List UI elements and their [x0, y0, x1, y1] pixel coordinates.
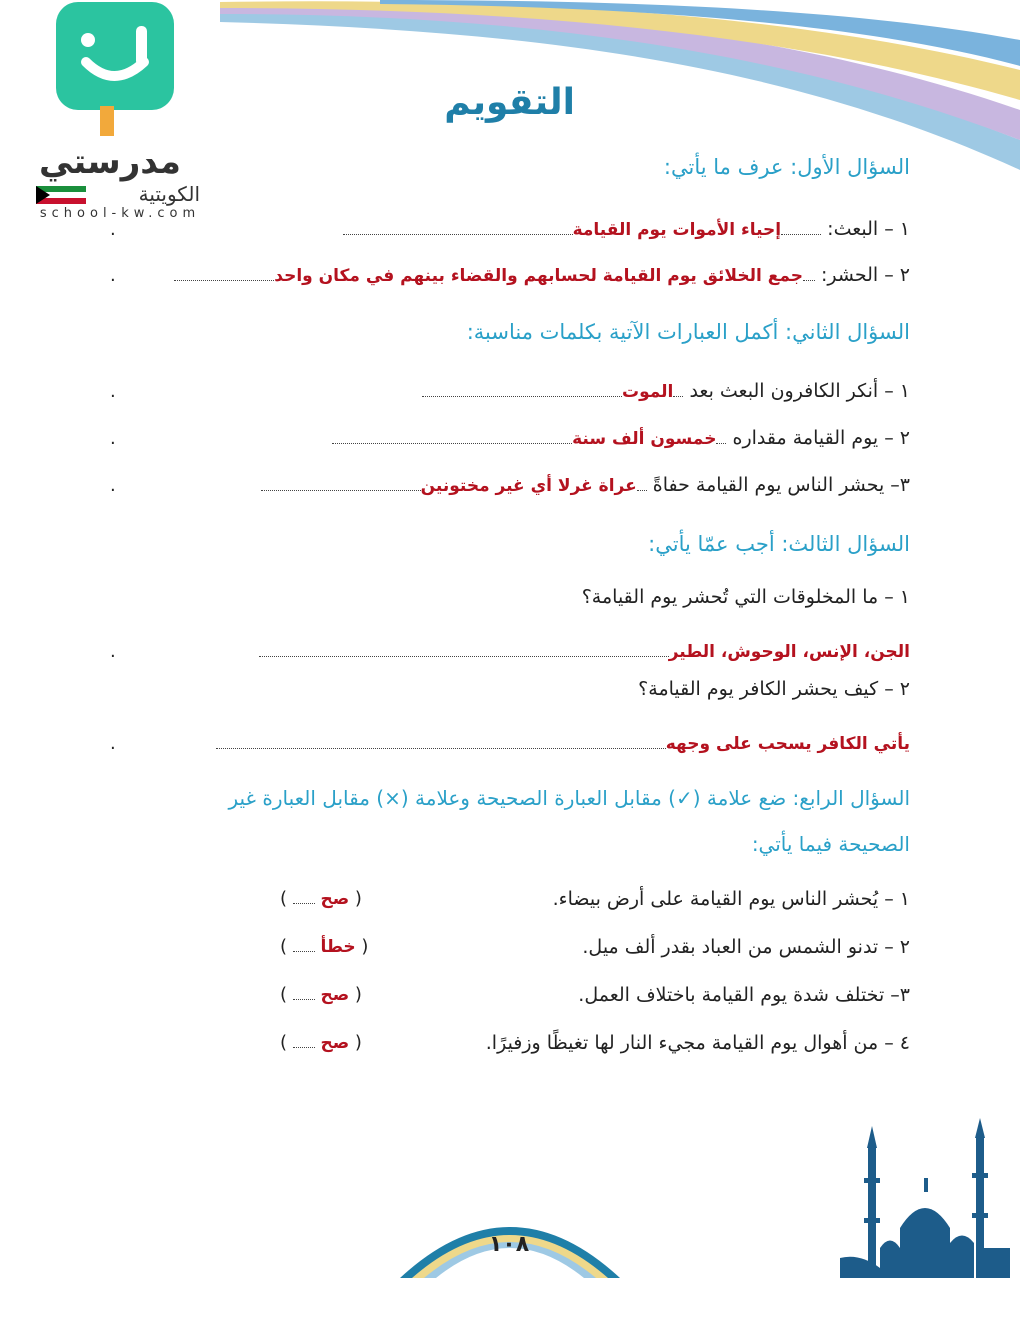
q4-item-1-text: ١ – يُحشر الناس يوم القيامة على أرض بيضاء.	[552, 888, 910, 910]
q4-item-2-answer-box: ( خطأ )	[280, 936, 369, 957]
q3-answer-1: الجن، الإنس، الوحوش، الطير .	[110, 634, 910, 668]
q4-item-3-text: ٣– تختلف شدة يوم القيامة باختلاف العمل.	[578, 984, 910, 1006]
header-swoosh	[220, 0, 1020, 170]
q4-item-1	[280, 888, 910, 910]
q4-item-1-answer-box: ( صح )	[280, 888, 362, 909]
q1-item-1-label: ١ – البعث:	[827, 218, 910, 240]
q2-item-2-label: ٢ – يوم القيامة مقداره	[732, 427, 910, 449]
q3-answer-1-text: الجن، الإنس، الوحوش، الطير	[668, 642, 910, 662]
q1-item-2: ٢ – الحشر: جمع الخلائق يوم القيامة لحسابهم والقضاء بينهم في مكان واحد .	[110, 258, 910, 292]
q3-question-1	[110, 586, 910, 620]
page-title: التقويم	[444, 82, 575, 123]
q4-heading-line2: الصحيحة فيما يأتي:	[751, 832, 910, 856]
q2-item-3-answer: عراة غرلا أي غير مختونين	[420, 476, 637, 496]
q4-item-3-answer-box: ( صح )	[280, 984, 362, 1005]
q3-question-2	[110, 678, 910, 712]
q3-question-1-text: ١ – ما المخلوقات التي تُحشر يوم القيامة؟	[581, 586, 910, 608]
q1-item-2-answer: جمع الخلائق يوم القيامة لحسابهم والقضاء بينهم في مكان واحد	[274, 266, 803, 286]
q3-question-2-text: ٢ – كيف يحشر الكافر يوم القيامة؟	[638, 678, 910, 700]
madrasati-logo-icon	[56, 2, 176, 140]
q4-item-4-text: ٤ – من أهوال يوم القيامة مجيء النار لها تغيظًا وزفيرًا.	[485, 1032, 910, 1054]
kuwait-flag-icon	[36, 186, 86, 204]
q3-answer-2-text: يأتي الكافر يسحب على وجهه	[665, 734, 910, 754]
q2-item-3-label: ٣– يحشر الناس يوم القيامة حفاةً	[652, 474, 910, 496]
q4-item-3-answer: صح	[320, 985, 350, 1005]
q3-heading: السؤال الثالث: أجب عمّا يأتي:	[648, 532, 910, 556]
q1-heading: السؤال الأول: عرف ما يأتي:	[663, 155, 910, 179]
q4-item-2-text: ٢ – تدنو الشمس من العباد بقدر ألف ميل.	[582, 936, 910, 958]
brand-sub: الكويتية	[138, 182, 200, 206]
brand-url: school-kw.com	[39, 206, 201, 221]
q4-item-3	[280, 984, 910, 1006]
q2-item-1-answer: الموت	[622, 382, 674, 402]
q1-item-1: ١ – البعث: إحياء الأموات يوم القيامة .	[110, 212, 910, 246]
q4-item-4-answer: صح	[320, 1033, 350, 1053]
q3-answer-2: يأتي الكافر يسحب على وجهه .	[110, 726, 910, 760]
q4-item-1-answer: صح	[320, 889, 350, 909]
q1-item-2-label: ٢ – الحشر:	[821, 264, 910, 286]
q1-item-1-answer: إحياء الأموات يوم القيامة	[572, 220, 782, 240]
page-number: ١٠٨	[488, 1232, 530, 1257]
q2-item-2: ٢ – يوم القيامة مقداره خمسون ألف سنة .	[110, 421, 910, 455]
q4-item-4-answer-box: ( صح )	[280, 1032, 362, 1053]
q2-item-2-answer: خمسون ألف سنة	[572, 429, 717, 449]
q2-item-3: ٣– يحشر الناس يوم القيامة حفاةً عراة غرلا أي غير مختونين .	[110, 468, 910, 502]
q4-item-4	[280, 1032, 910, 1054]
brand-name: مدرستي	[39, 142, 181, 182]
q4-heading-line1: السؤال الرابع: ضع علامة (✓) مقابل العبارة الصحيحة وعلامة (×) مقابل العبارة غير	[228, 786, 910, 810]
q4-item-2-answer: خطأ	[320, 937, 356, 957]
q2-item-1: ١ – أنكر الكافرون البعث بعد الموت .	[110, 374, 910, 408]
q2-heading: السؤال الثاني: أكمل العبارات الآتية بكلمات مناسبة:	[466, 320, 910, 344]
q4-item-2	[280, 936, 910, 958]
mosque-silhouette-icon	[840, 1118, 1010, 1278]
q2-item-1-label: ١ – أنكر الكافرون البعث بعد	[689, 380, 910, 402]
